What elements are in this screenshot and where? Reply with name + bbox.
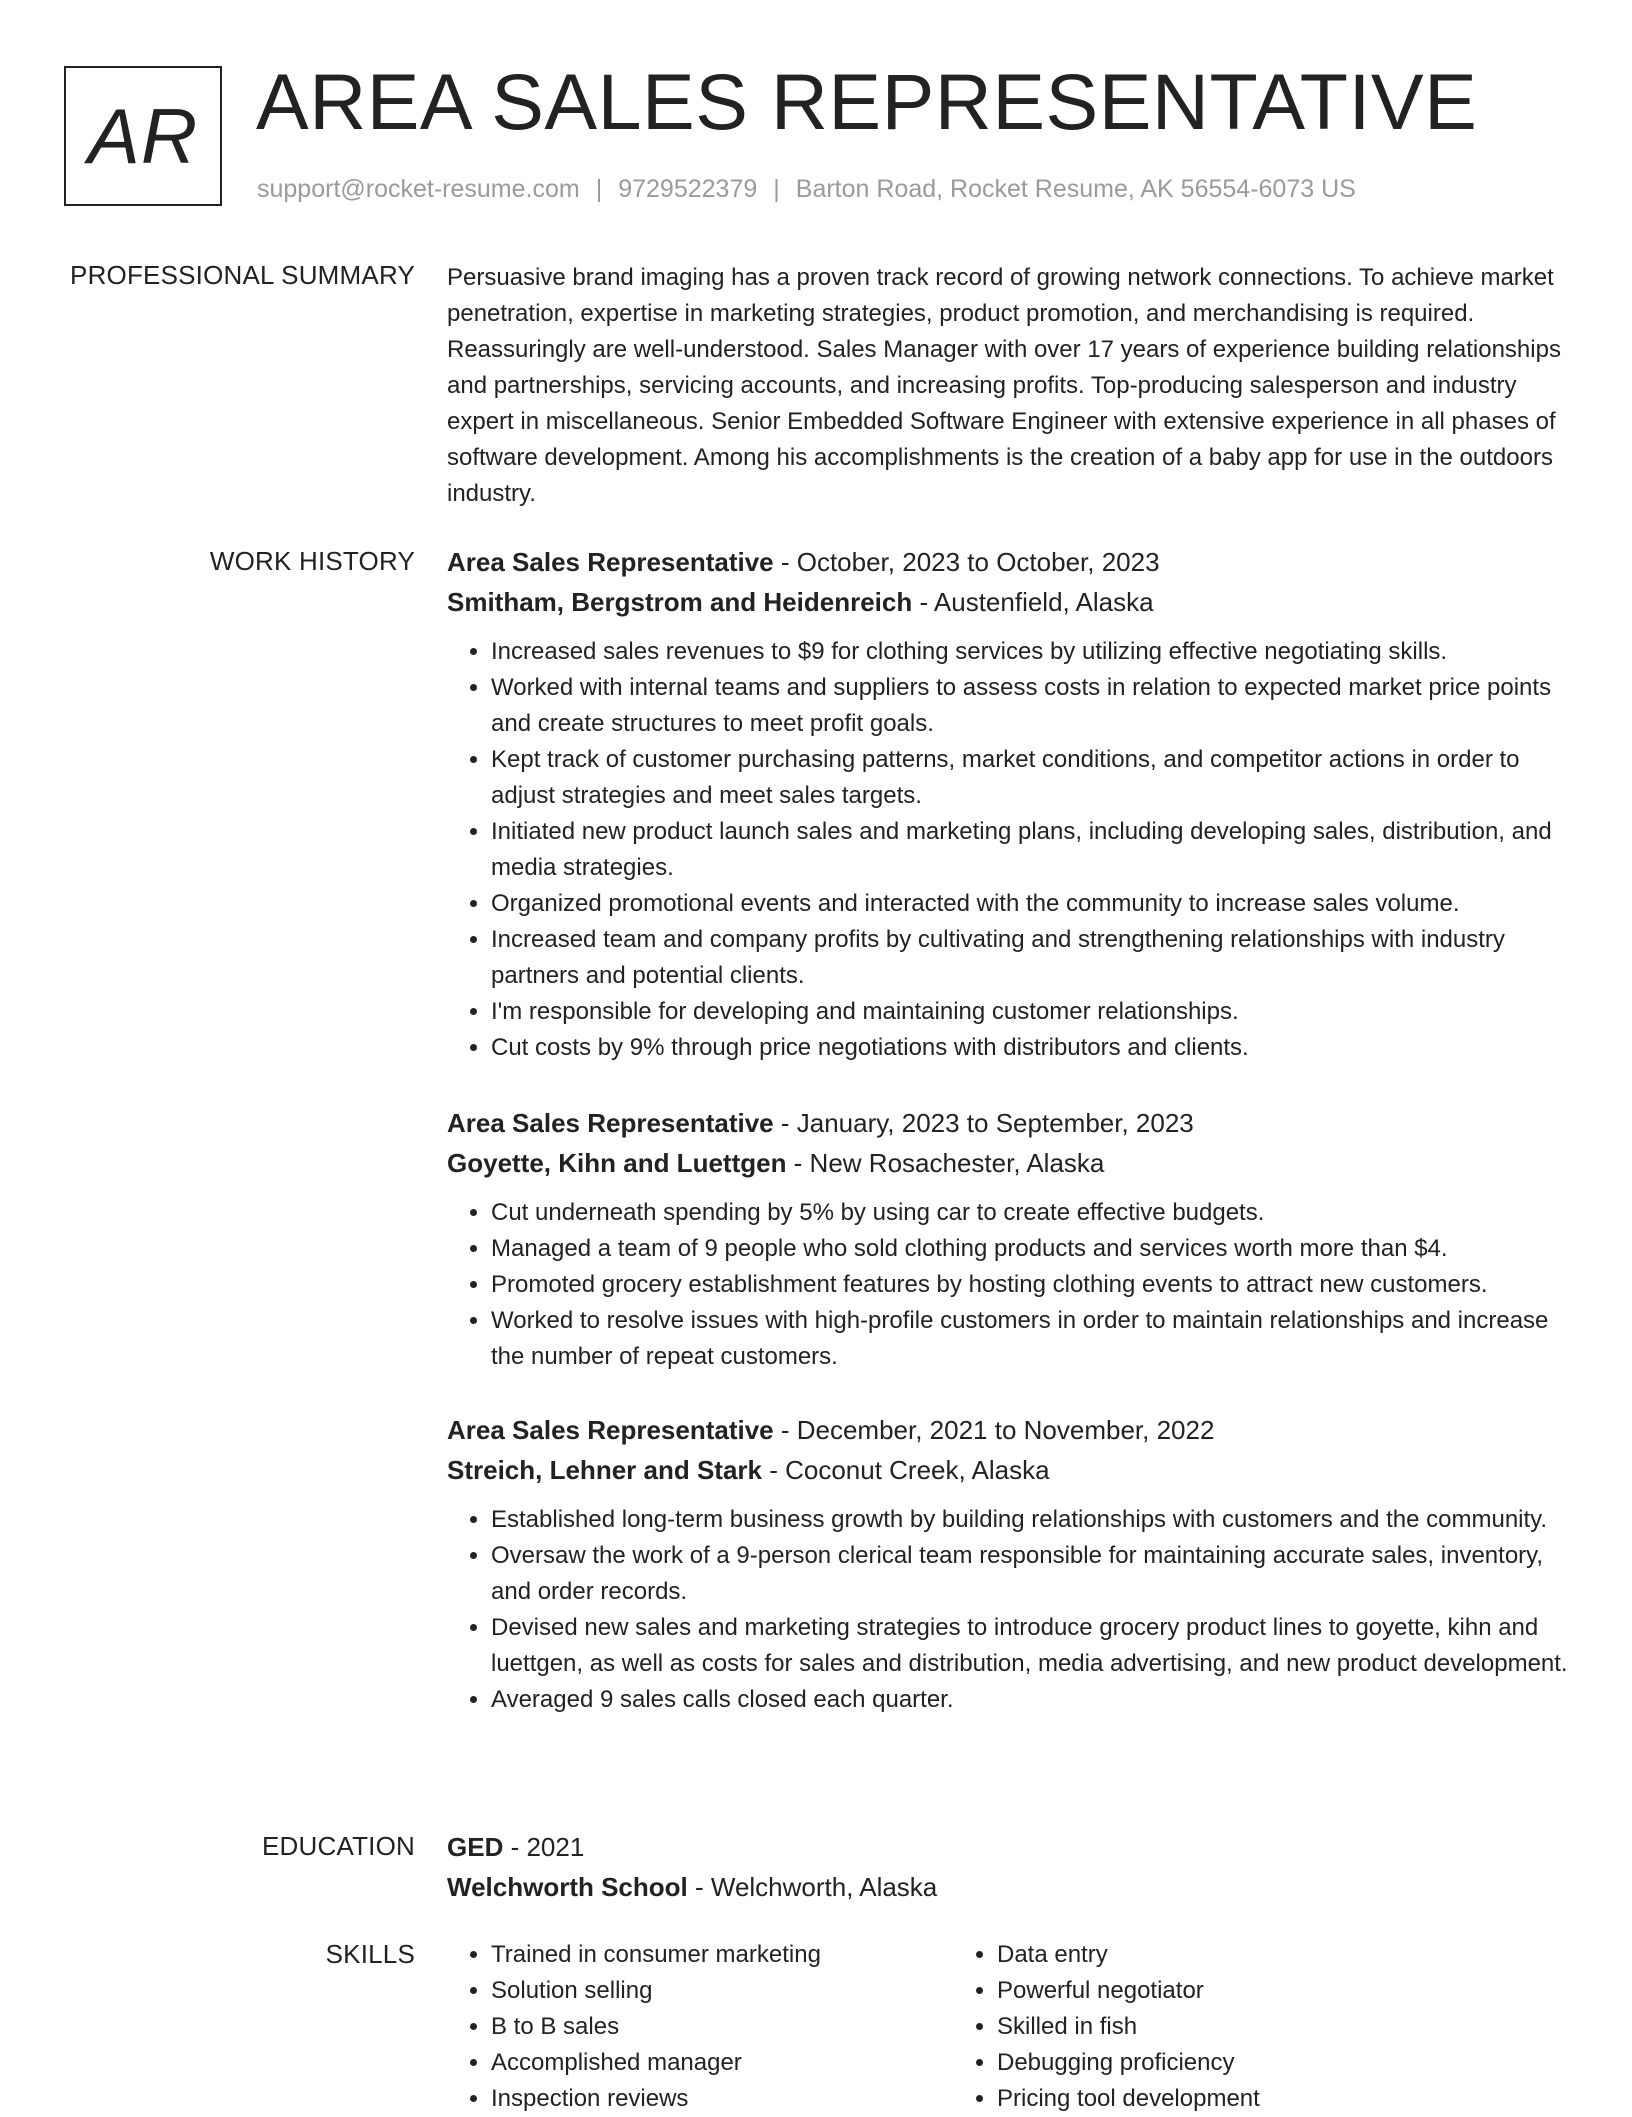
- list-item: • Managed a team of 9 people who sold clothing products and services worth more than $4.: [491, 1231, 1572, 1267]
- job-company: Streich, Lehner and Stark: [447, 1455, 762, 1485]
- job-location: - Coconut Creek, Alaska: [761, 1455, 1050, 1485]
- job-title-line: [447, 542, 1572, 582]
- job-bullets: [447, 634, 1572, 1066]
- skill-item: • Powerful negotiator: [997, 1973, 1459, 2009]
- skill-item: • B to B sales: [491, 2009, 953, 2045]
- job-dates: - January, 2023 to September, 2023: [773, 1108, 1194, 1138]
- list-item: • Worked to resolve issues with high-profile customers in order to maintain relationships and increase the number of repeat customers.: [491, 1303, 1572, 1375]
- list-item: • Worked with internal teams and suppliers to assess costs in relation to expected market price points and create structures to meet profit goals.: [491, 670, 1572, 742]
- skills-list-left: [447, 1937, 953, 2117]
- education-school: Welchworth School: [447, 1872, 688, 1902]
- skill-item: • Pricing tool development: [997, 2081, 1459, 2117]
- contact-email: support@rocket-resume.com: [257, 175, 580, 203]
- resume-title: AREA SALES REPRESENTATIVE: [256, 57, 1478, 146]
- education-location: - Welchworth, Alaska: [687, 1872, 938, 1902]
- summary-text: Persuasive brand imaging has a proven track record of growing network connections. To achieve market penetration, expertise in marketing strategies, product promotion, and merchandising is required. Reassuringly are well-understood. Sales Manager with over 17 years of experience building relationships and partnerships, servicing accounts, and increasing profits. Top-producing salesperson and industry expert in miscellaneous. Senior Embedded Software Engineer with extensive experience in all phases of software development. Among his accomplishments is the creation of a baby app for use in the outdoors industry.: [447, 264, 1561, 507]
- contact-phone: 9729522379: [618, 175, 758, 203]
- list-item: • Increased team and company profits by cultivating and strengthening relationships with industry partners and potential clients.: [491, 922, 1572, 994]
- education-degree: GED: [447, 1832, 504, 1862]
- job-title: Area Sales Representative: [447, 547, 774, 577]
- list-item: • Averaged 9 sales calls closed each quarter.: [491, 1682, 1572, 1718]
- list-item: • Kept track of customer purchasing patterns, market conditions, and competitor actions in order to adjust strategies and meet sales targets.: [491, 742, 1572, 814]
- education-degree-line: [447, 1827, 1572, 1867]
- summary-section: [447, 260, 1572, 512]
- job-entry: [447, 1410, 1572, 1718]
- job-company: Smitham, Bergstrom and Heidenreich: [447, 587, 913, 617]
- job-company-line: [447, 582, 1572, 622]
- job-location: - New Rosachester, Alaska: [786, 1148, 1105, 1178]
- job-company: Goyette, Kihn and Luettgen: [447, 1148, 787, 1178]
- education-year: - 2021: [503, 1832, 585, 1862]
- monogram-badge: AR: [64, 66, 222, 206]
- section-label-skills: SKILLS: [325, 1939, 415, 1969]
- list-item: • Cut costs by 9% through price negotiations with distributors and clients.: [491, 1030, 1572, 1066]
- job-entry: [447, 542, 1572, 1066]
- job-title-line: [447, 1103, 1572, 1143]
- list-item: • Increased sales revenues to $9 for clothing services by utilizing effective negotiating skills.: [491, 634, 1572, 670]
- contact-separator: |: [595, 175, 603, 203]
- skills-list-right: [953, 1937, 1459, 2117]
- skills-section: [447, 1937, 1572, 2117]
- contact-separator: |: [773, 175, 780, 203]
- list-item: • Promoted grocery establishment features by hosting clothing events to attract new customers.: [491, 1267, 1572, 1303]
- list-item: • Oversaw the work of a 9-person clerical team responsible for maintaining accurate sales, inventory, and order records.: [491, 1538, 1572, 1610]
- skill-item: • Skilled in fish: [997, 2009, 1459, 2045]
- skill-item: • Data entry: [997, 1937, 1459, 1973]
- list-item: • I'm responsible for developing and maintaining customer relationships.: [491, 994, 1572, 1030]
- skills-columns: [447, 1937, 1572, 2117]
- skill-item: • Debugging proficiency: [997, 2045, 1459, 2081]
- list-item: • Devised new sales and marketing strategies to introduce grocery product lines to goyette, kihn and luettgen, as well as costs for sales and distribution, media advertising, and new product development.: [491, 1610, 1572, 1682]
- job-dates: - October, 2023 to October, 2023: [773, 547, 1160, 577]
- job-bullets: [447, 1502, 1572, 1718]
- job-dates: - December, 2021 to November, 2022: [773, 1415, 1215, 1445]
- list-item: • Established long-term business growth by building relationships with customers and the community.: [491, 1502, 1572, 1538]
- job-bullets: [447, 1195, 1572, 1375]
- job-title: Area Sales Representative: [447, 1108, 774, 1138]
- skill-item: • Solution selling: [491, 1973, 953, 2009]
- job-title: Area Sales Representative: [447, 1415, 774, 1445]
- job-location: - Austenfield, Alaska: [912, 587, 1154, 617]
- contact-line: [257, 175, 1356, 204]
- skill-item: • Trained in consumer marketing: [491, 1937, 953, 1973]
- job-company-line: [447, 1450, 1572, 1490]
- skill-item: • Accomplished manager: [491, 2045, 953, 2081]
- education-school-line: [447, 1867, 1572, 1907]
- list-item: • Cut underneath spending by 5% by using car to create effective budgets.: [491, 1195, 1572, 1231]
- section-label-education: EDUCATION: [262, 1831, 415, 1861]
- skill-item: • Inspection reviews: [491, 2081, 953, 2117]
- job-title-line: [447, 1410, 1572, 1450]
- list-item: • Initiated new product launch sales and marketing plans, including developing sales, distribution, and media strategies.: [491, 814, 1572, 886]
- contact-address: Barton Road, Rocket Resume, AK 56554-6073 US: [795, 175, 1356, 203]
- list-item: • Organized promotional events and interacted with the community to increase sales volume.: [491, 886, 1572, 922]
- section-label-work-history: WORK HISTORY: [209, 546, 415, 576]
- job-entry: [447, 1103, 1572, 1375]
- section-label-summary: PROFESSIONAL SUMMARY: [70, 260, 415, 290]
- job-company-line: [447, 1143, 1572, 1183]
- education-entry: [447, 1827, 1572, 1907]
